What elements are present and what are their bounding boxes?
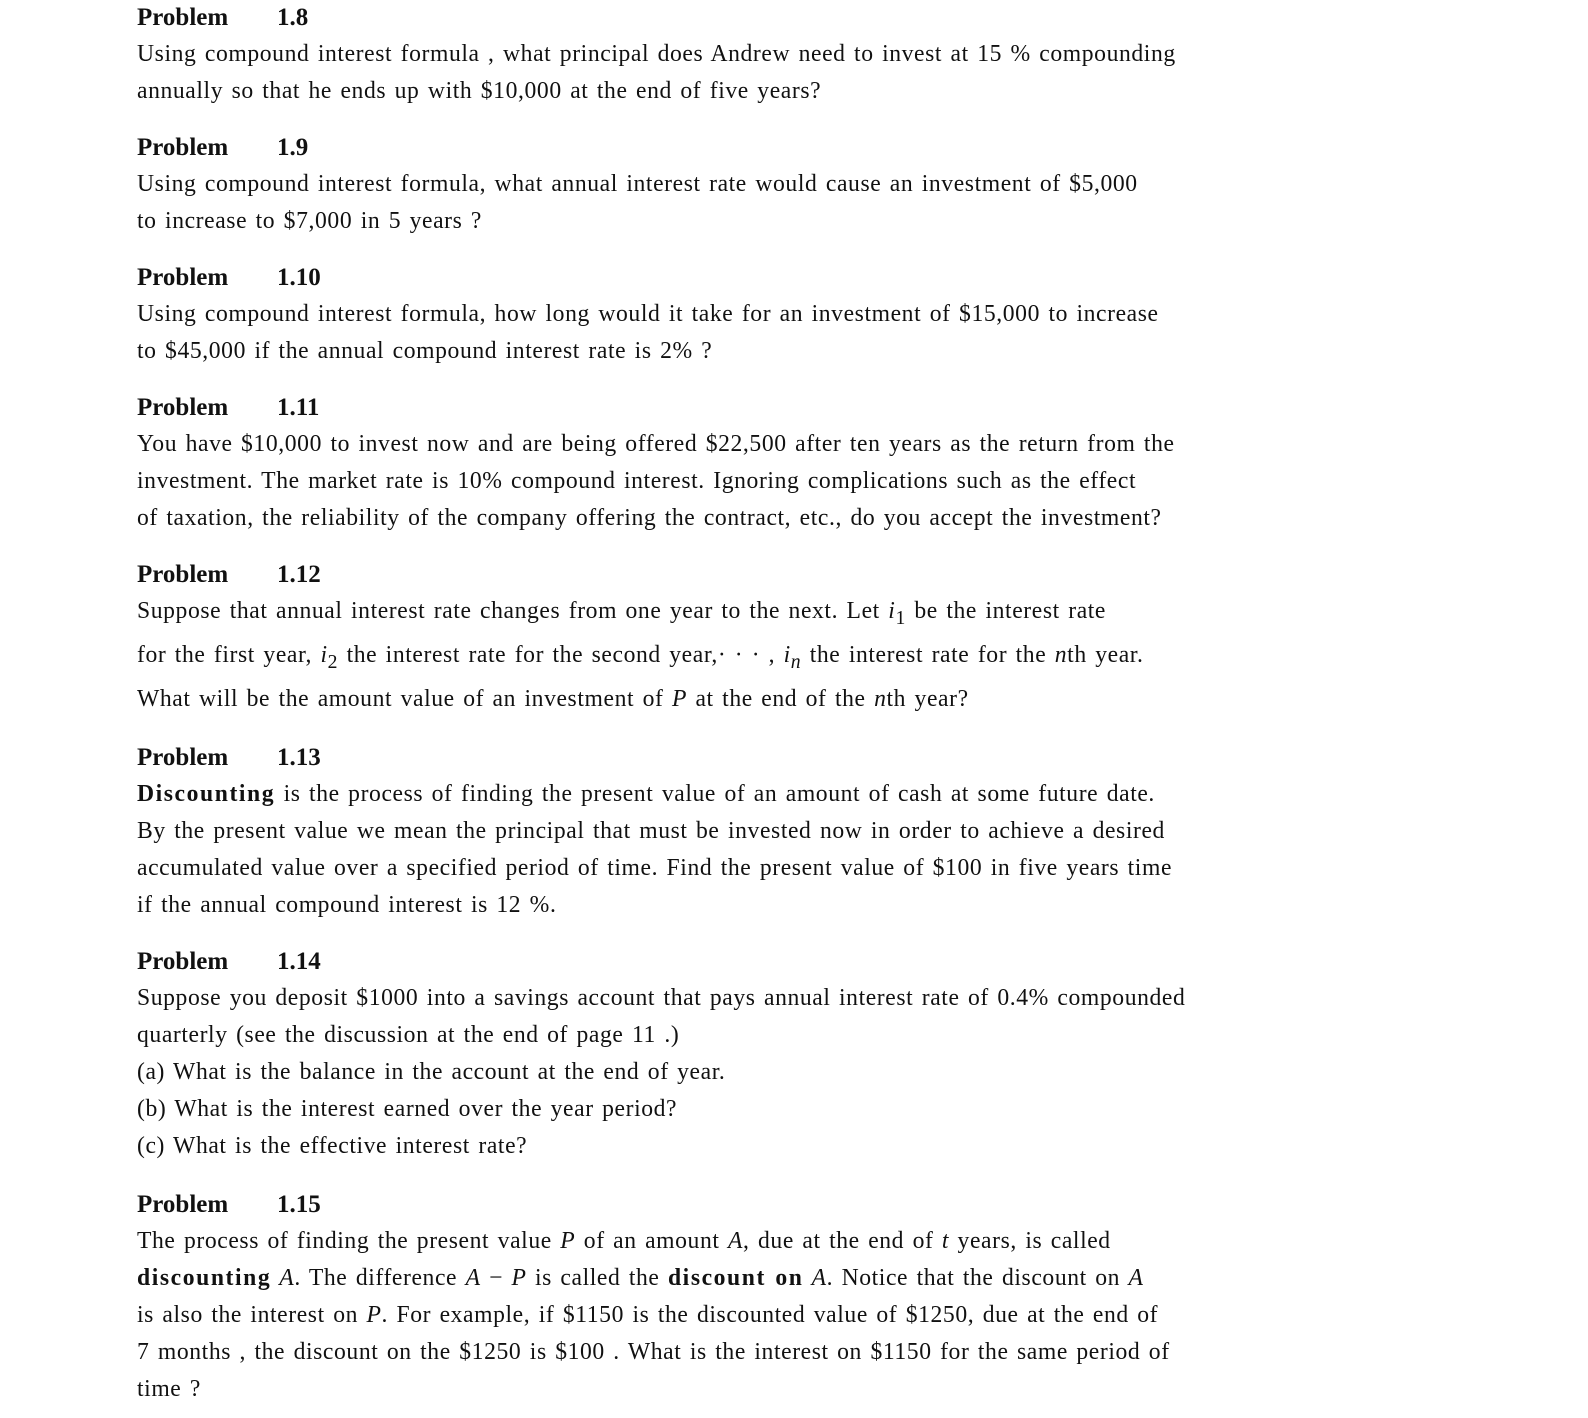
problem-number: 1.10 (277, 264, 321, 291)
problem-1-8 (137, 0, 1457, 110)
problem-label: Problem (137, 394, 229, 421)
problem-label: Problem (137, 743, 229, 771)
text-segment: years, is called (949, 1227, 1111, 1254)
problem-heading (137, 740, 1457, 776)
text-segment: What will be the amount value of an investment of (137, 685, 672, 712)
problem-text (137, 980, 1457, 1165)
text-line: accumulated value over a specified period of time. Find the present value of $100 in five years time (137, 854, 1173, 881)
text-segment: for the first year, (137, 641, 321, 668)
text-segment: the interest rate for the (801, 641, 1055, 668)
math-variable: i (783, 641, 791, 668)
text-segment: is the process of finding the present value of an amount of cash at some future date. (275, 780, 1155, 807)
math-variable: A (803, 1264, 827, 1291)
text-line: Using compound interest formula, how long would it take for an investment of $15,000 to increase (137, 301, 1159, 327)
math-variable: P (560, 1227, 576, 1254)
text-line: Suppose you deposit $1000 into a savings account that pays annual interest rate of 0.4% compounded (137, 984, 1186, 1011)
problem-heading (137, 944, 1457, 980)
text-line: Using compound interest formula, what annual interest rate would cause an investment of $5,000 (137, 171, 1138, 197)
math-variable: A (465, 1264, 481, 1291)
math-variable: P (511, 1264, 527, 1291)
math-variable: t (941, 1227, 950, 1254)
problem-heading (137, 1187, 1457, 1223)
problem-label: Problem (137, 561, 229, 588)
text-line (137, 1260, 1437, 1297)
problem-number: 1.15 (277, 1190, 321, 1218)
problem-1-13 (137, 740, 1457, 924)
document-page (137, 0, 1457, 1408)
defined-term: discount on (667, 1264, 804, 1291)
text-segment: at the end of the (686, 685, 875, 712)
text-segment: th year. (1067, 641, 1144, 668)
text-line: 7 months , the discount on the $1250 is $100 . What is the interest on $1150 for the same period of (137, 1338, 1170, 1365)
text-line: to increase to $7,000 in 5 years ? (137, 208, 482, 234)
text-segment: The process of finding the present value (137, 1227, 561, 1254)
text-segment: of an amount (575, 1227, 729, 1254)
problem-1-15 (137, 1187, 1457, 1408)
text-segment: the interest rate for the second year,· · · , (338, 641, 784, 668)
problem-text (137, 166, 1457, 240)
problem-1-10 (137, 260, 1457, 370)
text-line: quarterly (see the discussion at the end of page 11 .) (137, 1021, 680, 1048)
problem-label: Problem (137, 134, 229, 161)
problem-label: Problem (137, 947, 229, 975)
text-segment: th year? (886, 685, 969, 712)
math-variable: P (671, 685, 687, 712)
problem-number: 1.14 (277, 947, 321, 975)
problem-text (137, 1223, 1457, 1408)
text-line: Using compound interest formula , what principal does Andrew need to invest at 15 % compounding (137, 41, 1176, 67)
text-segment: , due at the end of (743, 1227, 942, 1254)
math-variable: i (320, 641, 328, 668)
defined-term: discounting (137, 1264, 272, 1291)
text-line: if the annual compound interest is 12 %. (137, 891, 557, 918)
subquestion-c: (c) What is the effective interest rate? (137, 1132, 528, 1159)
subquestion-b: (b) What is the interest earned over the year period? (137, 1095, 678, 1122)
problem-text (137, 36, 1457, 110)
text-line (137, 776, 1437, 813)
text-line (137, 1297, 1437, 1334)
text-line: time ? (137, 1375, 201, 1402)
text-segment: . The difference (294, 1264, 466, 1291)
text-line: to $45,000 if the annual compound interest rate is 2% ? (137, 338, 713, 364)
problem-text (137, 296, 1457, 370)
problem-1-11 (137, 390, 1457, 537)
text-segment: . For example, if $1150 is the discounted value of $1250, due at the end of (381, 1301, 1159, 1328)
text-segment: be the interest rate (905, 598, 1107, 624)
problem-label: Problem (137, 1190, 229, 1218)
text-segment: − (480, 1264, 512, 1291)
problem-heading (137, 557, 1457, 593)
problem-1-9 (137, 130, 1457, 240)
problem-number: 1.11 (277, 394, 320, 421)
math-variable: n (1054, 641, 1068, 668)
text-line: By the present value we mean the principal that must be invested now in order to achieve a desired (137, 817, 1165, 844)
math-variable: n (874, 685, 887, 712)
text-segment: is called the (526, 1264, 668, 1291)
text-segment: is also the interest on (137, 1301, 367, 1328)
text-line: investment. The market rate is 10% compound interest. Ignoring complications such as the effect (137, 468, 1137, 494)
problem-number: 1.13 (277, 743, 321, 771)
text-line (137, 1223, 1437, 1260)
problem-number: 1.12 (277, 561, 321, 588)
text-line (137, 681, 1437, 718)
defined-term: Discounting (137, 780, 276, 807)
problem-heading (137, 390, 1457, 426)
problem-number: 1.9 (277, 134, 309, 161)
math-subscript: 2 (327, 650, 339, 673)
problem-1-14 (137, 944, 1457, 1165)
math-variable: A (271, 1264, 295, 1291)
text-line: annually so that he ends up with $10,000 at the end of five years? (137, 78, 822, 104)
math-variable: i (888, 598, 896, 624)
text-line: You have $10,000 to invest now and are being offered $22,500 after ten years as the return from the (137, 431, 1175, 457)
math-variable: A (728, 1227, 744, 1254)
problem-text (137, 776, 1457, 924)
problem-number: 1.8 (277, 4, 309, 31)
subquestion-a: (a) What is the balance in the account at the end of year. (137, 1058, 726, 1085)
text-line: of taxation, the reliability of the company offering the contract, etc., do you accept the investment? (137, 505, 1162, 531)
problem-heading (137, 0, 1457, 36)
problem-label: Problem (137, 264, 229, 291)
problem-heading (137, 130, 1457, 166)
text-line (137, 637, 1437, 681)
text-line (137, 593, 1437, 637)
problem-label: Problem (137, 4, 229, 31)
math-variable: A (1128, 1264, 1144, 1291)
math-variable: P (366, 1301, 382, 1328)
problem-text (137, 426, 1457, 537)
problem-text (137, 593, 1457, 718)
text-segment: . Notice that the discount on (826, 1264, 1129, 1291)
text-segment: Suppose that annual interest rate changes from one year to the next. Let (137, 598, 889, 624)
problem-1-12 (137, 557, 1457, 718)
problem-heading (137, 260, 1457, 296)
math-subscript: n (790, 650, 802, 673)
math-subscript: 1 (895, 606, 906, 629)
